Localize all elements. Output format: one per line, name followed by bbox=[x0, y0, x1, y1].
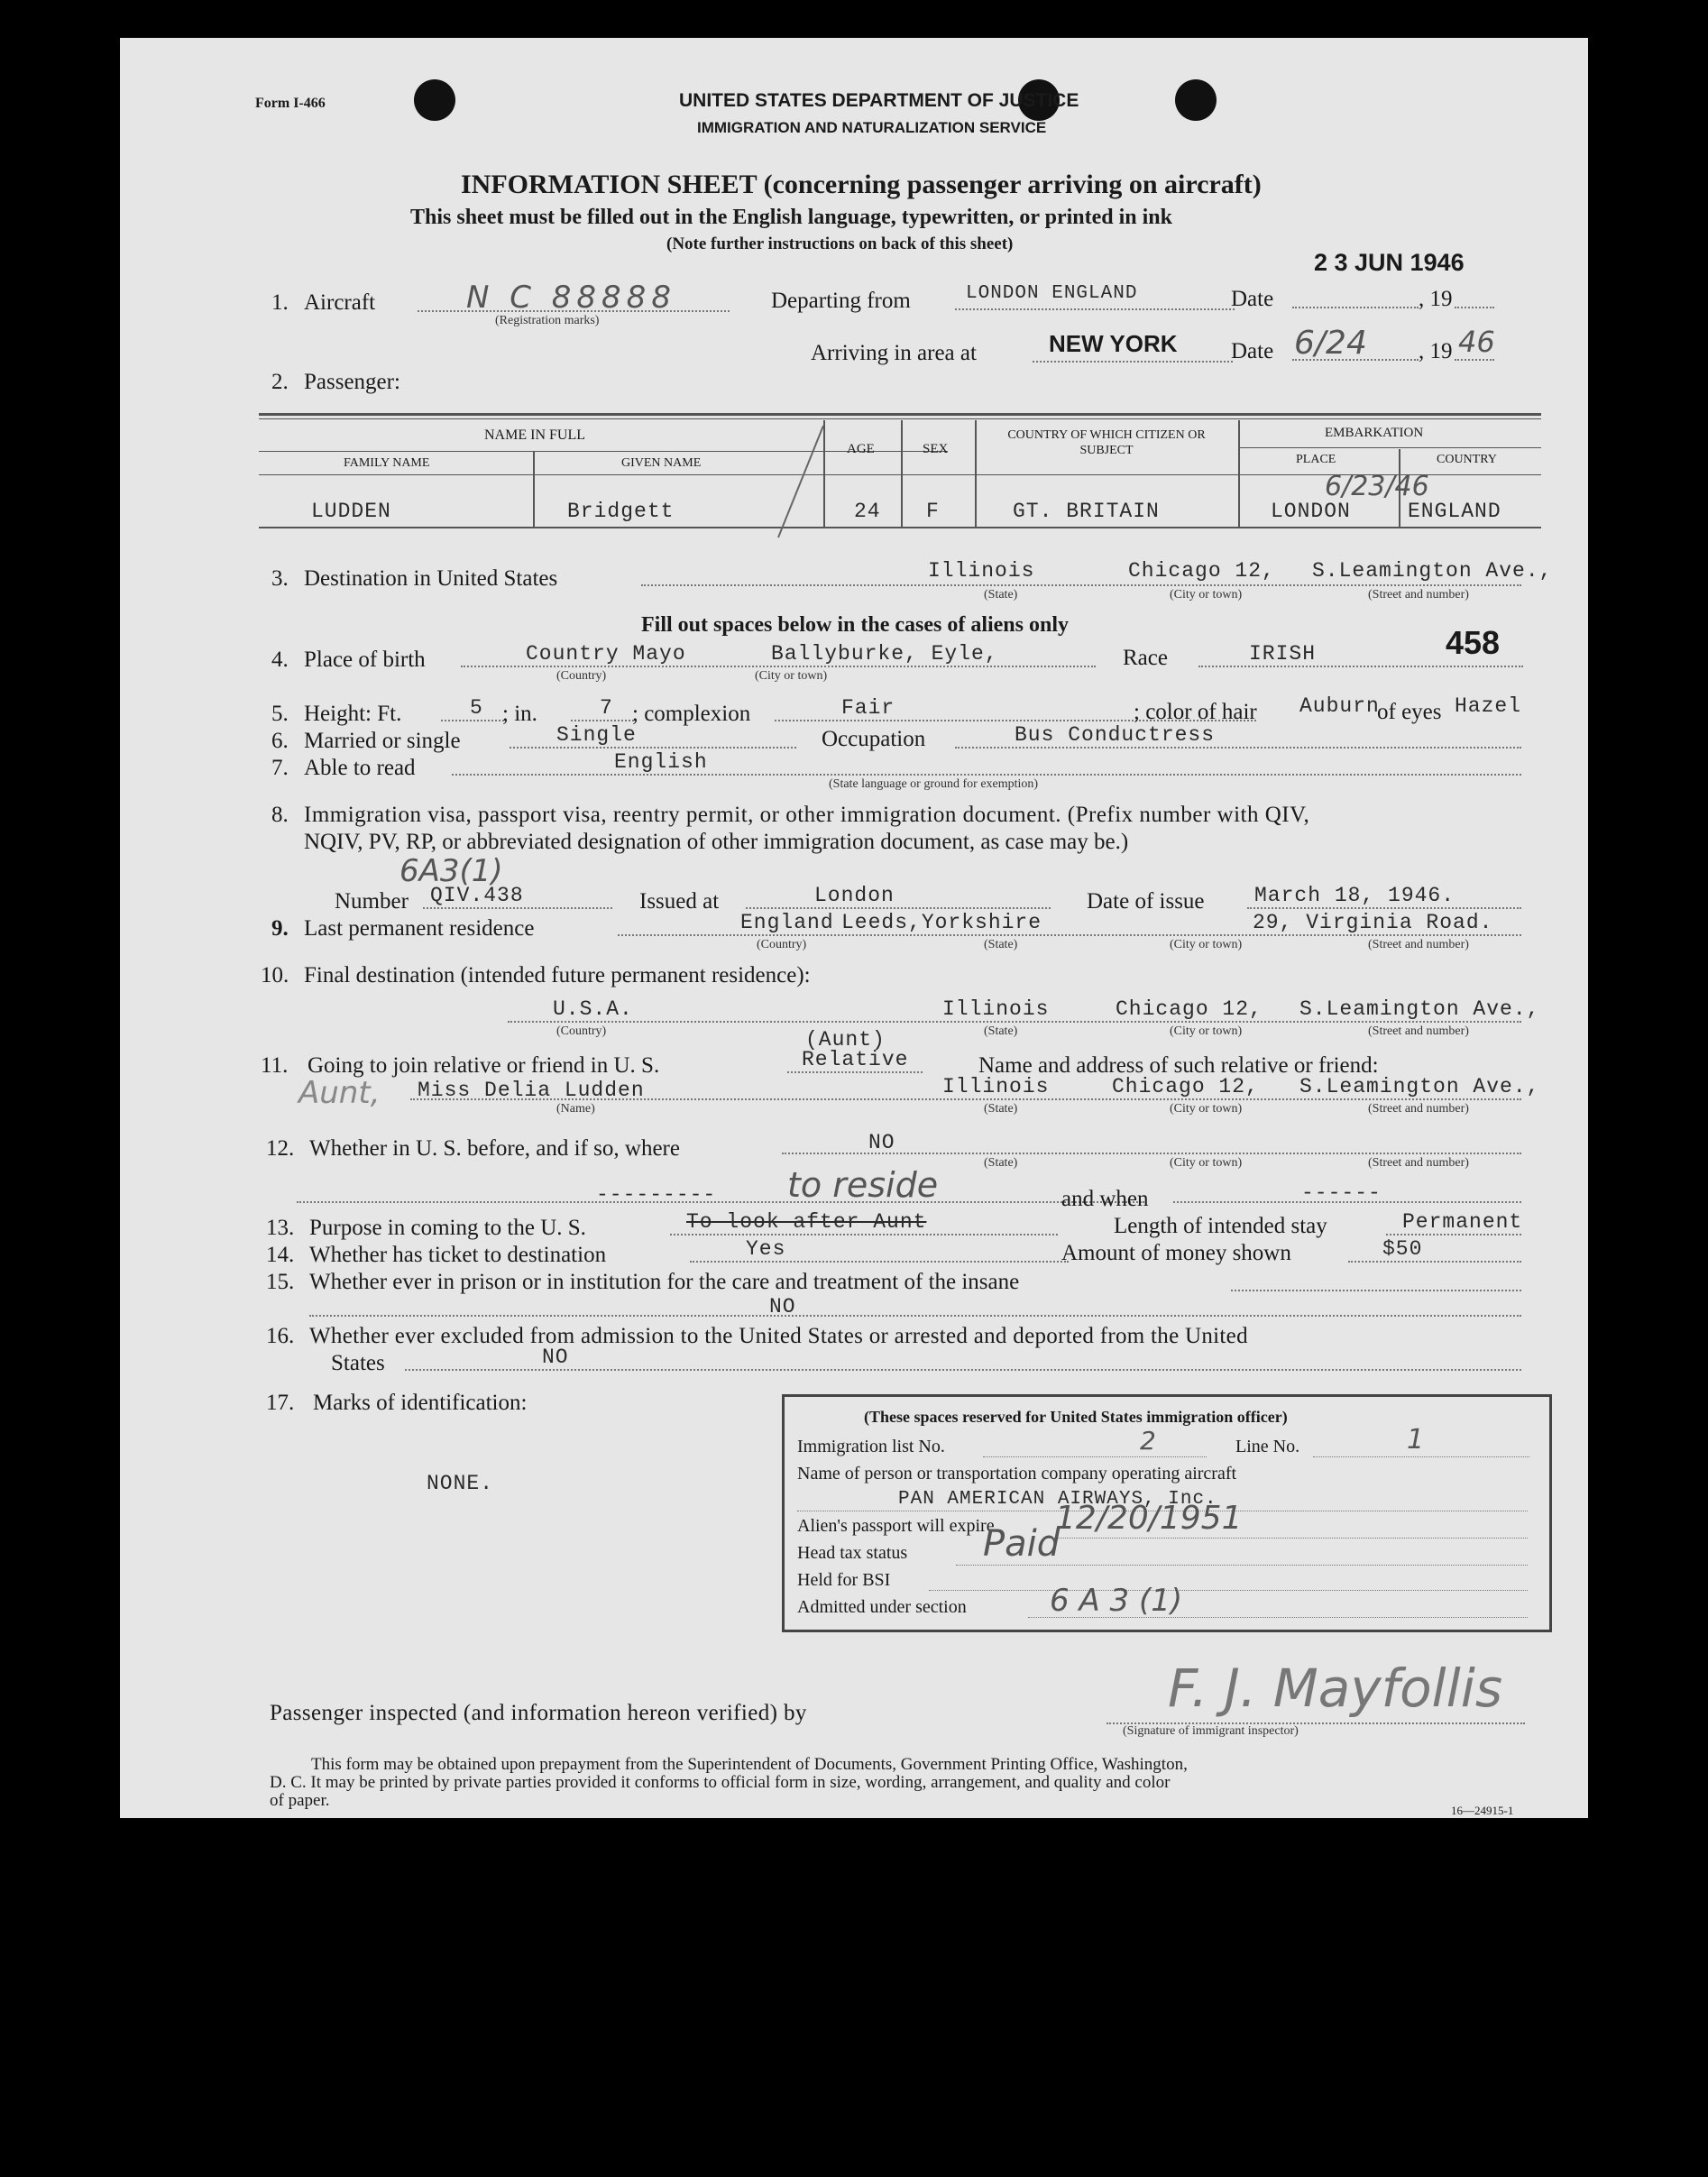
final-state: Illinois bbox=[942, 997, 1050, 1021]
excluded-value: NO bbox=[542, 1346, 569, 1369]
departing-line bbox=[955, 308, 1235, 310]
passport-line bbox=[1046, 1538, 1528, 1539]
arrival-date-label: Date bbox=[1231, 339, 1274, 363]
before-label: Whether in U. S. before, and if so, where bbox=[309, 1136, 680, 1161]
section-label: Admitted under section bbox=[797, 1597, 967, 1617]
prison-line-2 bbox=[309, 1315, 1521, 1317]
aircraft-line bbox=[418, 310, 730, 312]
aliens-only-header: Fill out spaces below in the cases of aliens only bbox=[641, 613, 1070, 637]
table-embark-subrule bbox=[1238, 447, 1541, 448]
item-number-4: 4. bbox=[271, 648, 289, 672]
visa-line-1: Immigration visa, passport visa, reentry permit, or other immigration document. (Prefix number with QIV, bbox=[304, 803, 1310, 827]
occupation-label: Occupation bbox=[822, 727, 926, 751]
passenger-label: Passenger: bbox=[304, 370, 400, 394]
item-number-2: 2. bbox=[271, 370, 289, 394]
item-number-7: 7. bbox=[271, 756, 289, 780]
ticket-label: Whether has ticket to destination bbox=[309, 1243, 607, 1267]
given-name-header: GIVEN NAME bbox=[621, 456, 702, 470]
sex-header: SEX bbox=[923, 442, 949, 456]
issue-date-value: March 18, 1946. bbox=[1254, 884, 1455, 907]
item-number-1: 1. bbox=[271, 290, 289, 315]
footer-line-2: D. C. It may be printed by private parties provided it conforms to official form in size, wording, arrangement, and quality and color bbox=[270, 1773, 1171, 1792]
arrival-date-line bbox=[1292, 359, 1419, 361]
ticket-line bbox=[690, 1261, 1069, 1263]
money-value: $50 bbox=[1382, 1237, 1423, 1261]
join-handnote: Aunt, bbox=[298, 1075, 381, 1111]
country-header: COUNTRY bbox=[1437, 453, 1497, 466]
residence-line bbox=[618, 934, 1521, 936]
table-bottom-rule bbox=[259, 527, 1541, 528]
arriving-value: NEW YORK bbox=[1049, 330, 1178, 357]
place-header: PLACE bbox=[1296, 453, 1336, 466]
item-number-5: 5. bbox=[271, 702, 289, 726]
stay-value: Permanent bbox=[1402, 1210, 1523, 1234]
residence-label: Last permanent residence bbox=[304, 916, 535, 941]
read-label: Able to read bbox=[304, 756, 416, 780]
prison-line bbox=[1231, 1290, 1521, 1291]
relative-street: S.Leamington Ave., bbox=[1299, 1075, 1540, 1098]
arrival-date-value: 6/24 bbox=[1294, 325, 1367, 362]
embark-country-value: ENGLAND bbox=[1408, 500, 1501, 523]
final-country: U.S.A. bbox=[553, 997, 633, 1021]
married-label: Married or single bbox=[304, 729, 461, 753]
residence-country-caption: (Country) bbox=[757, 938, 807, 951]
height-inches: 7 bbox=[600, 696, 613, 720]
before-state-caption: (State) bbox=[984, 1156, 1018, 1170]
destination-city: Chicago 12, bbox=[1128, 559, 1275, 583]
excluded-label: Whether ever excluded from admission to the United States or arrested and deported from the United bbox=[309, 1324, 1248, 1348]
footer-code: 16—24915-1 bbox=[1451, 1804, 1514, 1817]
residence-city-caption: (City or town) bbox=[1170, 938, 1243, 951]
table-name-subrule bbox=[259, 451, 948, 452]
birth-label: Place of birth bbox=[304, 648, 426, 672]
inspector-signature: F. J. Mayfollis bbox=[1168, 1658, 1503, 1719]
and-when-label: and when bbox=[1061, 1187, 1149, 1211]
complexion-value: Fair bbox=[841, 696, 895, 720]
company-label: Name of person or transportation company operating aircraft bbox=[797, 1464, 1237, 1483]
before-value: NO bbox=[868, 1131, 895, 1154]
embarkation-header: EMBARKATION bbox=[1325, 426, 1424, 440]
item-number-8: 8. bbox=[271, 803, 289, 827]
officer-reserved-box bbox=[782, 1394, 1552, 1632]
money-line bbox=[1348, 1261, 1521, 1263]
height-feet: 5 bbox=[470, 696, 483, 720]
embark-place-value: LONDON bbox=[1271, 500, 1351, 523]
family-name-header: FAMILY NAME bbox=[344, 456, 430, 470]
form-sheet bbox=[120, 38, 1588, 1818]
line-number-line bbox=[1313, 1456, 1529, 1457]
item-number-3: 3. bbox=[271, 566, 289, 591]
arriving-label: Arriving in area at bbox=[811, 341, 977, 365]
before-street-caption: (Street and number) bbox=[1368, 1156, 1469, 1170]
bsi-label: Held for BSI bbox=[797, 1570, 891, 1590]
table-top-rule-2 bbox=[259, 418, 1541, 419]
birth-city: Ballyburke, Eyle, bbox=[771, 642, 998, 666]
join-value: Relative bbox=[802, 1048, 909, 1071]
visa-number-line bbox=[423, 907, 612, 909]
passport-label: Alien's passport will expire bbox=[797, 1516, 995, 1536]
relative-street-caption: (Street and number) bbox=[1368, 1102, 1469, 1116]
item-number-15: 15. bbox=[266, 1270, 295, 1294]
arrival-year-prefix: , 19 bbox=[1419, 339, 1453, 363]
age-value: 24 bbox=[854, 500, 881, 523]
birth-city-caption: (City or town) bbox=[755, 669, 828, 683]
prison-label: Whether ever in prison or in institution for the care and treatment of the insane bbox=[309, 1270, 1020, 1294]
visa-line-2: NQIV, PV, RP, or abbreviated designation of other immigration document, as case may be.) bbox=[304, 830, 1129, 854]
departing-label: Departing from bbox=[771, 289, 911, 313]
departure-year: , 19 bbox=[1419, 287, 1453, 311]
before-handnote: to reside bbox=[787, 1165, 939, 1205]
relative-city: Chicago 12, bbox=[1112, 1075, 1259, 1098]
table-divider-sex bbox=[901, 420, 903, 528]
stay-line bbox=[1386, 1234, 1521, 1235]
signature-caption: (Signature of immigrant inspector) bbox=[1123, 1724, 1299, 1738]
bsi-line bbox=[929, 1590, 1528, 1591]
age-header: AGE bbox=[847, 442, 875, 456]
before-dash-2: ------ bbox=[1301, 1181, 1382, 1205]
visa-number-value: QIV.438 bbox=[430, 884, 524, 907]
departure-date-line bbox=[1292, 307, 1419, 308]
issue-date-label: Date of issue bbox=[1087, 889, 1205, 914]
line-number-label: Line No. bbox=[1235, 1437, 1300, 1456]
final-state-caption: (State) bbox=[984, 1024, 1018, 1038]
married-line bbox=[510, 747, 796, 749]
relative-line bbox=[410, 1098, 1521, 1100]
item-number-13: 13. bbox=[266, 1216, 295, 1240]
item-number-16: 16. bbox=[266, 1324, 295, 1348]
citizen-value: GT. BRITAIN bbox=[1013, 500, 1160, 523]
visa-number-label: Number bbox=[335, 889, 409, 914]
excluded-label-2: States bbox=[331, 1351, 385, 1375]
item-number-11: 11. bbox=[261, 1053, 289, 1078]
departing-value: LONDON ENGLAND bbox=[966, 283, 1138, 304]
relative-state: Illinois bbox=[942, 1075, 1050, 1098]
join-label: Going to join relative or friend in U. S. bbox=[308, 1053, 660, 1078]
name-address-label: Name and address of such relative or friend: bbox=[978, 1053, 1379, 1078]
height-feet-line bbox=[441, 720, 504, 721]
stay-label: Length of intended stay bbox=[1114, 1214, 1327, 1238]
inspection-label: Passenger inspected (and information hereon verified) by bbox=[270, 1701, 807, 1725]
purpose-label: Purpose in coming to the U. S. bbox=[309, 1216, 586, 1240]
item-number-12: 12. bbox=[266, 1136, 295, 1161]
before-where-line bbox=[297, 1201, 1144, 1203]
embark-date-handwritten: 6/23/46 bbox=[1325, 471, 1429, 502]
item-number-6: 6. bbox=[271, 729, 289, 753]
tax-label: Head tax status bbox=[797, 1543, 908, 1563]
birth-country-caption: (Country) bbox=[556, 669, 607, 683]
purpose-value: To look after Aunt bbox=[686, 1210, 927, 1234]
birth-line bbox=[461, 666, 1096, 667]
before-line bbox=[782, 1153, 1521, 1154]
read-caption: (State language or ground for exemption) bbox=[829, 777, 1039, 791]
footer-line-3: of paper. bbox=[270, 1791, 330, 1810]
eyes-value: Hazel bbox=[1455, 694, 1522, 718]
destination-city-caption: (City or town) bbox=[1170, 588, 1243, 602]
file-number-stamp: 458 bbox=[1446, 624, 1501, 661]
occupation-line bbox=[955, 747, 1521, 749]
punch-hole-right bbox=[1175, 79, 1217, 121]
departure-date-label: Date bbox=[1231, 287, 1274, 311]
final-street: S.Leamington Ave., bbox=[1299, 997, 1540, 1021]
marks-label: Marks of identification: bbox=[313, 1391, 528, 1415]
list-number-label: Immigration list No. bbox=[797, 1437, 945, 1456]
list-number-line bbox=[983, 1456, 1207, 1457]
destination-street: S.Leamington Ave., bbox=[1312, 559, 1553, 583]
complexion-label: ; complexion bbox=[632, 702, 751, 726]
date-stamp: 2 3 JUN 1946 bbox=[1314, 249, 1465, 276]
hair-label: ; color of hair bbox=[1134, 700, 1257, 724]
line-number-value: 1 bbox=[1407, 1424, 1425, 1456]
destination-state: Illinois bbox=[928, 559, 1035, 583]
height-label: Height: Ft. bbox=[304, 702, 402, 726]
arrival-year-value: 46 bbox=[1458, 325, 1495, 359]
residence-country: England bbox=[740, 911, 834, 934]
join-value-above: (Aunt) bbox=[805, 1028, 886, 1052]
destination-line bbox=[641, 584, 1521, 586]
company-value: PAN AMERICAN AIRWAYS, Inc. bbox=[898, 1489, 1217, 1510]
arrival-year-line bbox=[1455, 359, 1494, 361]
before-dash-1: --------- bbox=[596, 1183, 717, 1207]
destination-state-caption: (State) bbox=[984, 588, 1018, 602]
final-label: Final destination (intended future permanent residence): bbox=[304, 963, 811, 987]
residence-street-caption: (Street and number) bbox=[1368, 938, 1469, 951]
sheet-subtitle: This sheet must be filled out in the English language, typewritten, or printed in ink bbox=[410, 206, 1172, 229]
item-number-10: 10. bbox=[261, 963, 289, 987]
sex-value: F bbox=[926, 500, 940, 523]
read-value: English bbox=[614, 750, 708, 774]
relative-state-caption: (State) bbox=[984, 1102, 1018, 1116]
aircraft-label: Aircraft bbox=[304, 290, 376, 315]
excluded-line bbox=[405, 1369, 1521, 1371]
table-divider-embark bbox=[1238, 420, 1240, 528]
before-city-caption: (City or town) bbox=[1170, 1156, 1243, 1170]
issue-date-line bbox=[1247, 907, 1521, 909]
item-number-9: 9. bbox=[271, 916, 289, 941]
sheet-note: (Note further instructions on back of this sheet) bbox=[666, 234, 1014, 253]
residence-state-caption: (State) bbox=[984, 938, 1018, 951]
item-number-17: 17. bbox=[266, 1391, 295, 1415]
and-when-line bbox=[1173, 1201, 1521, 1203]
tax-line bbox=[956, 1565, 1528, 1566]
occupation-value: Bus Conductress bbox=[1015, 723, 1216, 747]
list-number-value: 2 bbox=[1140, 1426, 1156, 1456]
join-line bbox=[787, 1071, 923, 1073]
visa-handnote: 6A3(1) bbox=[399, 853, 503, 889]
hair-value: Auburn bbox=[1299, 694, 1380, 718]
sheet-title: INFORMATION SHEET (concerning passenger arriving on aircraft) bbox=[461, 170, 1262, 199]
table-divider-family bbox=[533, 451, 535, 528]
race-value: IRISH bbox=[1249, 642, 1317, 666]
marks-value: NONE. bbox=[427, 1472, 494, 1495]
officer-box-title: (These spaces reserved for United States immigration officer) bbox=[864, 1408, 1288, 1426]
eyes-label: of eyes bbox=[1377, 700, 1442, 724]
table-divider-citizen bbox=[975, 420, 977, 528]
race-line bbox=[1198, 666, 1523, 667]
service-title: IMMIGRATION AND NATURALIZATION SERVICE bbox=[697, 119, 1047, 136]
given-name-value: Bridgett bbox=[567, 500, 675, 523]
final-street-caption: (Street and number) bbox=[1368, 1024, 1469, 1038]
aircraft-value: N C 88888 bbox=[466, 280, 676, 316]
section-value: 6 A 3 (1) bbox=[1050, 1583, 1183, 1619]
relative-name: Miss Delia Ludden bbox=[418, 1079, 645, 1102]
residence-street: 29, Virginia Road. bbox=[1253, 911, 1493, 934]
final-country-caption: (Country) bbox=[556, 1024, 607, 1038]
residence-state: Leeds,Yorkshire bbox=[841, 911, 1042, 934]
citizen-header: COUNTRY OF WHICH CITIZEN OR SUBJECT bbox=[1007, 428, 1206, 457]
married-value: Single bbox=[556, 723, 637, 747]
height-inches-line bbox=[571, 720, 634, 721]
tax-value: Paid bbox=[983, 1523, 1061, 1565]
form-number: Form I-466 bbox=[255, 96, 326, 111]
punch-hole-left bbox=[414, 79, 455, 121]
section-line bbox=[1028, 1617, 1528, 1618]
relative-city-caption: (City or town) bbox=[1170, 1102, 1243, 1116]
race-label: Race bbox=[1123, 646, 1168, 670]
prison-value: NO bbox=[769, 1295, 796, 1318]
issued-at-label: Issued at bbox=[639, 889, 720, 914]
money-label: Amount of money shown bbox=[1061, 1241, 1291, 1265]
relative-name-caption: (Name) bbox=[556, 1102, 595, 1116]
birth-country: Country Mayo bbox=[526, 642, 686, 666]
final-city: Chicago 12, bbox=[1116, 997, 1263, 1021]
issued-at-line bbox=[746, 907, 1051, 909]
destination-street-caption: (Street and number) bbox=[1368, 588, 1469, 602]
item-number-14: 14. bbox=[266, 1243, 295, 1267]
family-name-value: LUDDEN bbox=[311, 500, 391, 523]
final-line bbox=[508, 1021, 1521, 1023]
final-city-caption: (City or town) bbox=[1170, 1024, 1243, 1038]
pen-stroke-mark bbox=[769, 420, 841, 547]
read-line bbox=[452, 774, 1521, 776]
destination-label: Destination in United States bbox=[304, 566, 558, 591]
registration-caption: (Registration marks) bbox=[495, 314, 600, 327]
arriving-line bbox=[1033, 361, 1233, 363]
ticket-value: Yes bbox=[746, 1237, 786, 1261]
purpose-line bbox=[670, 1234, 1058, 1235]
issued-at-value: London bbox=[814, 884, 895, 907]
departure-year-line bbox=[1455, 307, 1494, 308]
inches-label: ; in. bbox=[502, 702, 537, 726]
passport-value: 12/20/1951 bbox=[1055, 1500, 1243, 1537]
table-top-rule bbox=[259, 413, 1541, 416]
name-in-full-header: NAME IN FULL bbox=[484, 427, 585, 443]
department-title: UNITED STATES DEPARTMENT OF JUSTICE bbox=[679, 90, 1079, 111]
footer-line-1: This form may be obtained upon prepayment from the Superintendent of Documents, Government Printing Office, Washington, bbox=[311, 1755, 1188, 1774]
